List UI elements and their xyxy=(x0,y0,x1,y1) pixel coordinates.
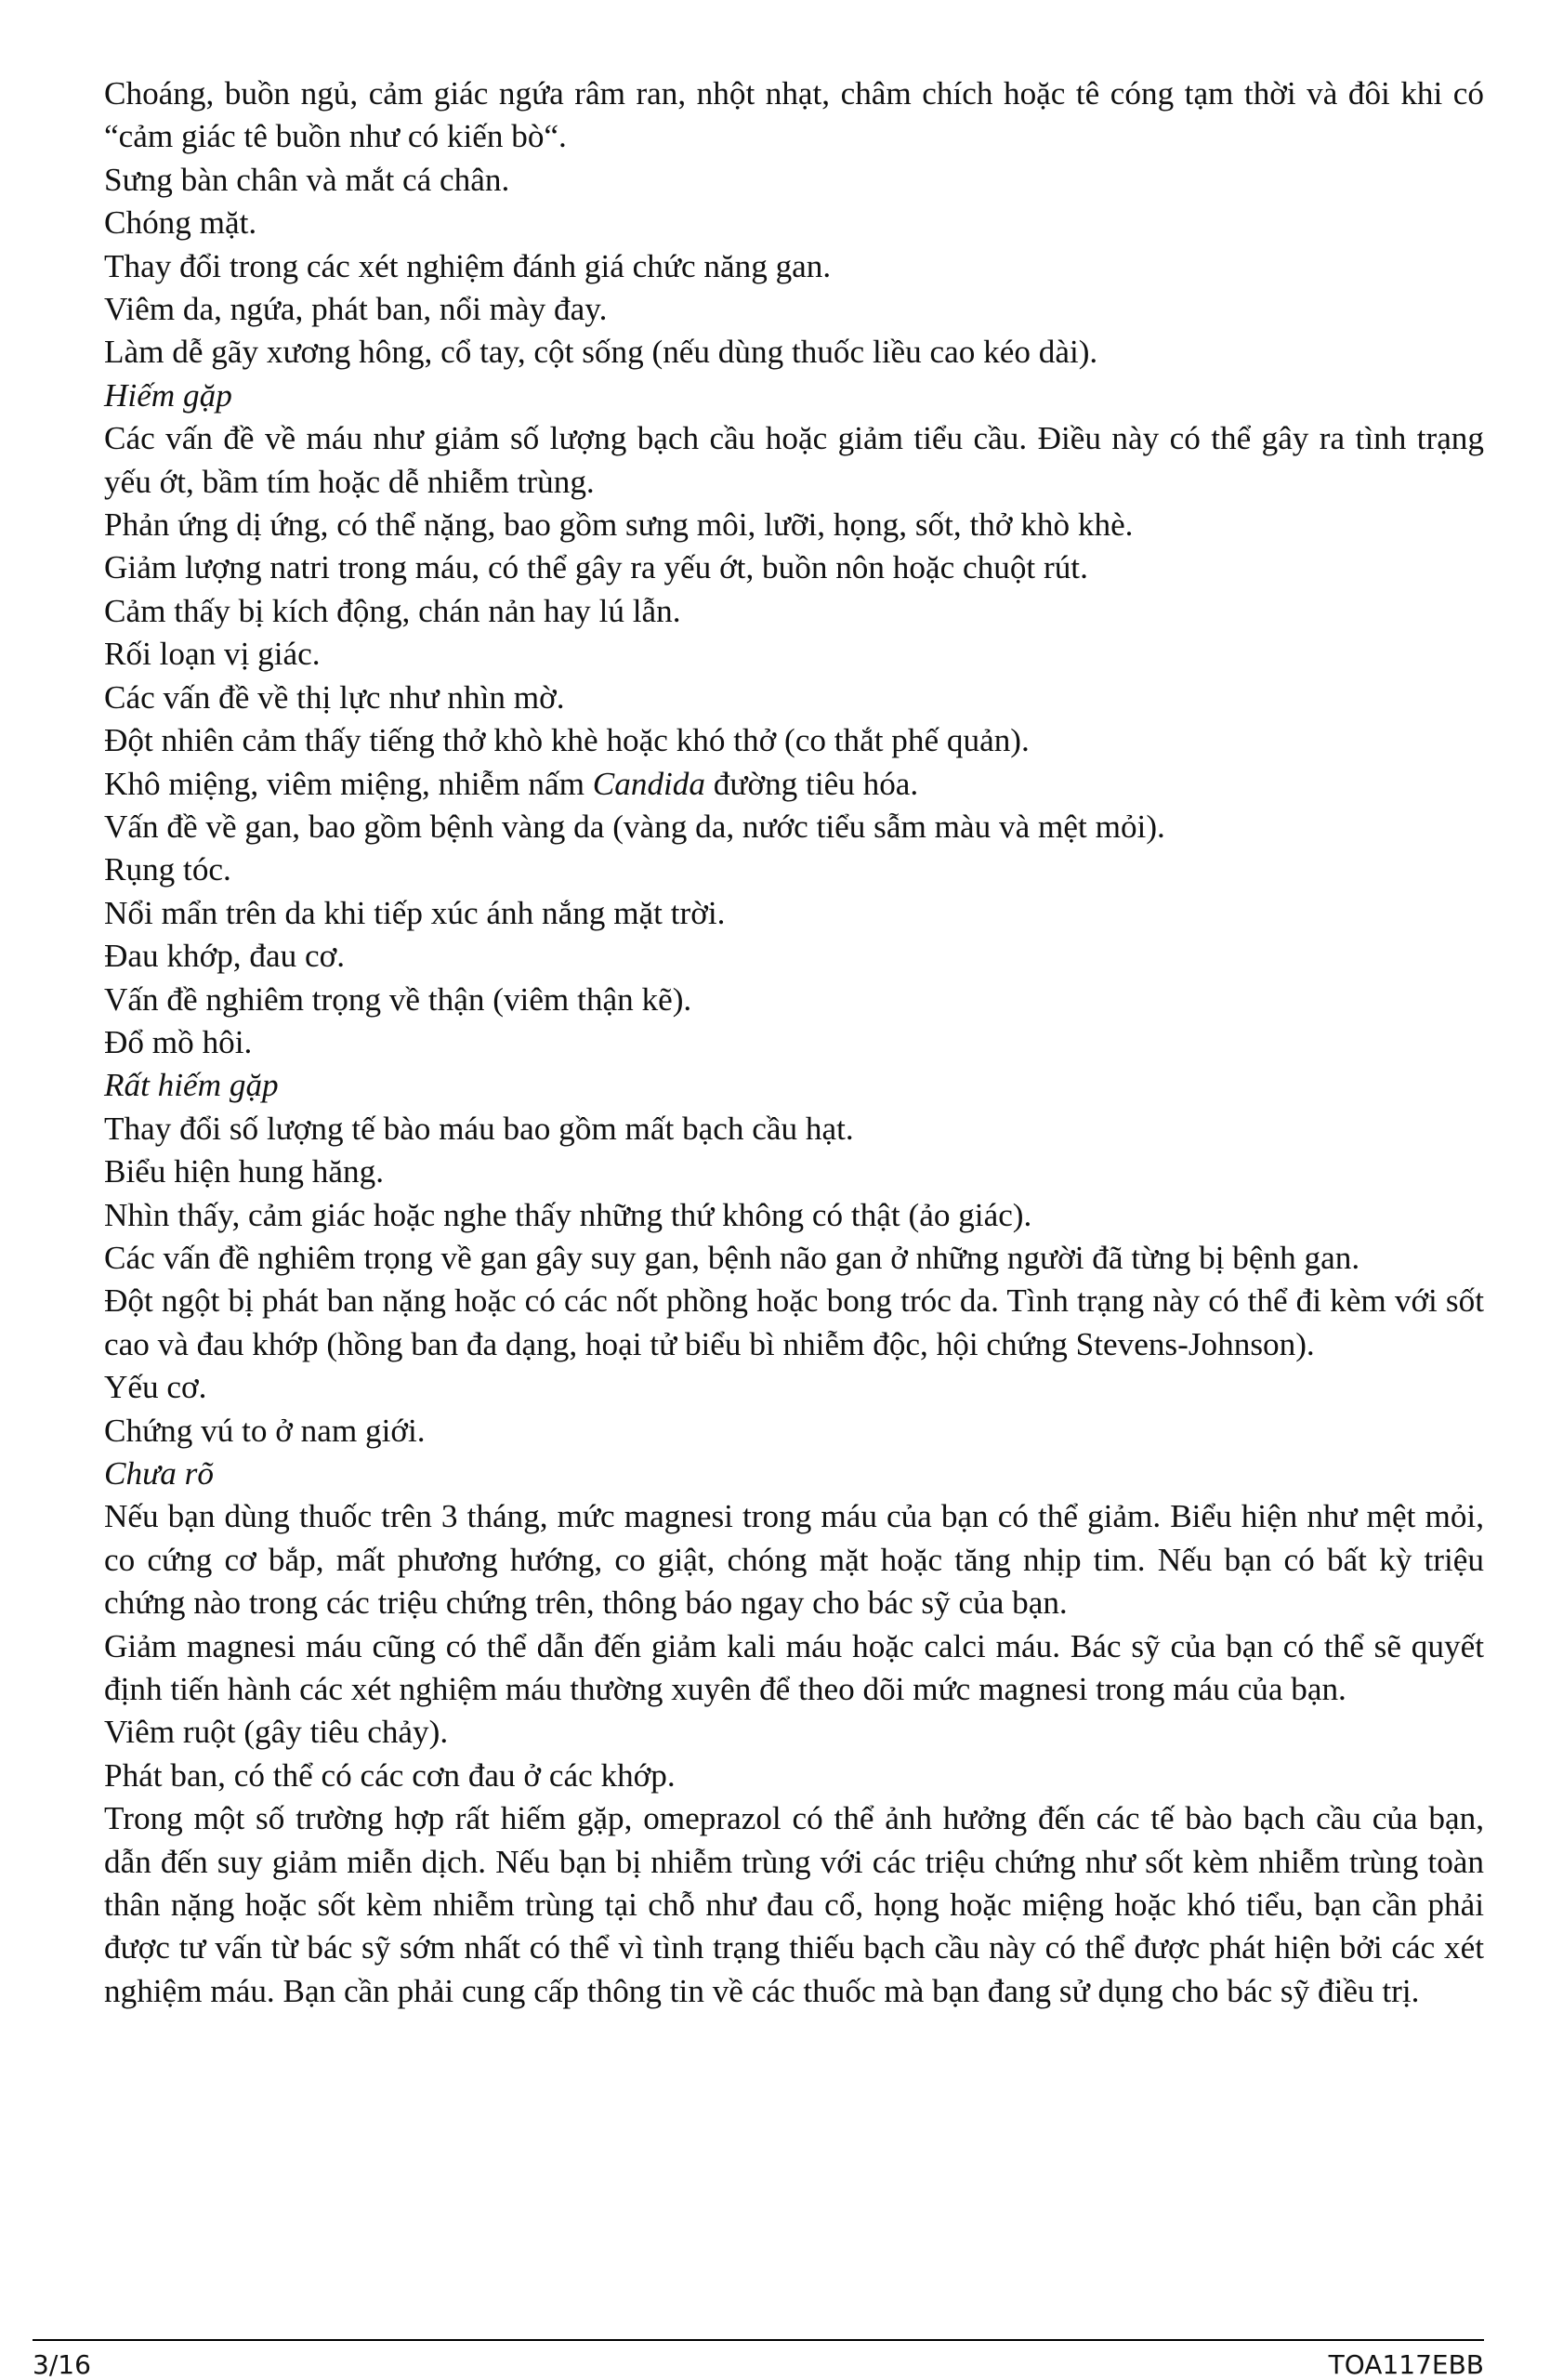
paragraph-text: đường tiêu hóa. xyxy=(705,765,919,802)
footer-divider xyxy=(33,2339,1484,2341)
paragraph: Vấn đề về gan, bao gồm bệnh vàng da (vàng da, nước tiểu sẫm màu và mệt mỏi). xyxy=(104,808,1165,845)
document-body xyxy=(104,72,1484,2013)
paragraph: Phản ứng dị ứng, có thể nặng, bao gồm sưng môi, lưỡi, họng, sốt, thở khò khè. xyxy=(104,506,1134,544)
paragraph: Cảm thấy bị kích động, chán nản hay lú lẫn. xyxy=(104,592,681,629)
paragraph: Vấn đề nghiêm trọng về thận (viêm thận kẽ). xyxy=(104,980,692,1018)
paragraph: Viêm ruột (gây tiêu chảy). xyxy=(104,1714,449,1751)
paragraph-text: Khô miệng, viêm miệng, nhiễm nấm xyxy=(104,765,593,802)
paragraph: Nổi mẩn trên da khi tiếp xúc ánh nắng mặt trời. xyxy=(104,894,726,931)
section-heading-very-rare: Rất hiếm gặp xyxy=(104,1067,279,1104)
paragraph: Giảm lượng natri trong máu, có thể gây ra yếu ớt, buồn nôn hoặc chuột rút. xyxy=(104,549,1088,586)
document-code: TOA117EBB xyxy=(1328,2349,1484,2380)
paragraph: Các vấn đề về máu như giảm số lượng bạch cầu hoặc giảm tiểu cầu. Điều này có thể gây ra tình trạng yếu ớt, bầm tím hoặc dễ nhiễm trùng. xyxy=(104,420,1484,500)
paragraph: Thay đổi trong các xét nghiệm đánh giá chức năng gan. xyxy=(104,247,832,284)
paragraph: Rối loạn vị giác. xyxy=(104,636,321,673)
paragraph-italic-term: Candida xyxy=(592,765,705,802)
paragraph: Yếu cơ. xyxy=(104,1369,207,1406)
paragraph: Rụng tóc. xyxy=(104,851,231,888)
paragraph: Làm dễ gãy xương hông, cổ tay, cột sống (nếu dùng thuốc liều cao kéo dài). xyxy=(104,334,1098,371)
paragraph: Nếu bạn dùng thuốc trên 3 tháng, mức magnesi trong máu của bạn có thể giảm. Biểu hiện như mệt mỏi, co cứng cơ bắp, mất phương hướng, co giật, chóng mặt hoặc tăng nhịp tim. Nếu bạn có bất kỳ triệu chứng nào trong các triệu chứng trên, thông báo ngay cho bác sỹ của bạn. xyxy=(104,1498,1484,1622)
paragraph: Thay đổi số lượng tế bào máu bao gồm mất bạch cầu hạt. xyxy=(104,1110,854,1147)
paragraph: Các vấn đề nghiêm trọng về gan gây suy gan, bệnh não gan ở những người đã từng bị bệnh gan. xyxy=(104,1239,1360,1276)
paragraph: Trong một số trường hợp rất hiếm gặp, omeprazol có thể ảnh hưởng đến các tế bào bạch cầu của bạn, dẫn đến suy giảm miễn dịch. Nếu bạn bị nhiễm trùng với các triệu chứng như sốt kèm nhiễm trùng toàn thân nặng hoặc sốt kèm nhiễm trùng tại chỗ như đau cổ, họng hoặc miệng hoặc khó tiểu, bạn cần phải được tư vấn từ bác sỹ sớm nhất có thể vì tình trạng thiếu bạch cầu này có thể được phát hiện bởi các xét nghiệm máu. Bạn cần phải cung cấp thông tin về các thuốc mà bạn đang sử dụng cho bác sỹ điều trị. xyxy=(104,1800,1484,2009)
page-number: 3/16 xyxy=(33,2349,91,2380)
section-heading-unknown: Chưa rõ xyxy=(104,1455,214,1492)
paragraph: Chứng vú to ở nam giới. xyxy=(104,1412,426,1449)
paragraph: Choáng, buồn ngủ, cảm giác ngứa râm ran, nhột nhạt, châm chích hoặc tê cóng tạm thời và đôi khi có “cảm giác tê buồn như có kiến bò“. xyxy=(104,75,1484,155)
paragraph: Đổ mồ hôi. xyxy=(104,1023,253,1060)
paragraph: Sưng bàn chân và mắt cá chân. xyxy=(104,161,510,198)
paragraph: Phát ban, có thể có các cơn đau ở các khớp. xyxy=(104,1756,676,1794)
paragraph: Giảm magnesi máu cũng có thể dẫn đến giảm kali máu hoặc calci máu. Bác sỹ của bạn có thể sẽ quyết định tiến hành các xét nghiệm máu thường xuyên để theo dõi mức magnesi trong máu của bạn. xyxy=(104,1627,1484,1708)
paragraph: Chóng mặt. xyxy=(104,204,257,242)
paragraph: Viêm da, ngứa, phát ban, nổi mày đay. xyxy=(104,291,608,328)
paragraph xyxy=(104,763,1484,806)
paragraph: Đột nhiên cảm thấy tiếng thở khò khè hoặc khó thở (co thắt phế quản). xyxy=(104,722,1030,759)
paragraph: Biểu hiện hung hăng. xyxy=(104,1153,385,1190)
paragraph: Đột ngột bị phát ban nặng hoặc có các nốt phồng hoặc bong tróc da. Tình trạng này có thể đi kèm với sốt cao và đau khớp (hồng ban đa dạng, hoại tử biểu bì nhiễm độc, hội chứng Stevens-Johnson). xyxy=(104,1282,1484,1362)
paragraph: Nhìn thấy, cảm giác hoặc nghe thấy những thứ không có thật (ảo giác). xyxy=(104,1196,1032,1233)
section-heading-rare: Hiếm gặp xyxy=(104,376,232,414)
paragraph: Đau khớp, đau cơ. xyxy=(104,938,346,975)
paragraph: Các vấn đề về thị lực như nhìn mờ. xyxy=(104,678,565,716)
